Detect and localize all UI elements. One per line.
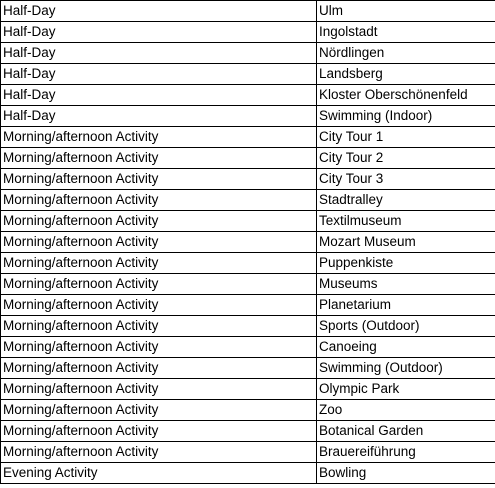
table-row [1, 190, 495, 211]
activity-place-cell[interactable]: Kloster Oberschönenfeld [317, 85, 495, 106]
activity-type-cell[interactable]: Morning/afternoon Activity [1, 148, 317, 169]
table-row [1, 295, 495, 316]
activity-type-cell[interactable]: Morning/afternoon Activity [1, 316, 317, 337]
activity-type-cell[interactable]: Morning/afternoon Activity [1, 379, 317, 400]
activity-place-cell[interactable]: Botanical Garden [317, 421, 495, 442]
table-row [1, 421, 495, 442]
activity-type-cell[interactable]: Morning/afternoon Activity [1, 421, 317, 442]
table-row [1, 316, 495, 337]
activity-place-cell[interactable]: Ingolstadt [317, 22, 495, 43]
activity-type-cell[interactable]: Morning/afternoon Activity [1, 190, 317, 211]
activity-place-cell[interactable]: Nördlingen [317, 43, 495, 64]
table-row [1, 232, 495, 253]
table-row [1, 1, 495, 22]
activity-place-cell[interactable]: Bowling [317, 463, 495, 484]
activity-place-cell[interactable]: Planetarium [317, 295, 495, 316]
activity-type-cell[interactable]: Morning/afternoon Activity [1, 295, 317, 316]
activity-place-cell[interactable]: Ulm [317, 1, 495, 22]
activity-type-cell[interactable]: Morning/afternoon Activity [1, 442, 317, 463]
table-row [1, 106, 495, 127]
activity-type-cell[interactable]: Morning/afternoon Activity [1, 211, 317, 232]
activity-type-cell[interactable]: Half-Day [1, 43, 317, 64]
activity-place-cell[interactable]: Swimming (Indoor) [317, 106, 495, 127]
activity-type-cell[interactable]: Half-Day [1, 1, 317, 22]
activity-place-cell[interactable]: City Tour 2 [317, 148, 495, 169]
activity-type-cell[interactable]: Morning/afternoon Activity [1, 232, 317, 253]
table-row [1, 64, 495, 85]
activity-place-cell[interactable]: Landsberg [317, 64, 495, 85]
activity-place-cell[interactable]: Sports (Outdoor) [317, 316, 495, 337]
activity-place-cell[interactable]: City Tour 3 [317, 169, 495, 190]
activity-type-cell[interactable]: Half-Day [1, 106, 317, 127]
table-row [1, 169, 495, 190]
activity-place-cell[interactable]: Canoeing [317, 337, 495, 358]
table-row [1, 85, 495, 106]
table-row [1, 43, 495, 64]
activity-place-cell[interactable]: Mozart Museum [317, 232, 495, 253]
activity-type-cell[interactable]: Morning/afternoon Activity [1, 274, 317, 295]
activity-type-cell[interactable]: Half-Day [1, 85, 317, 106]
activity-place-cell[interactable]: Brauereiführung [317, 442, 495, 463]
activity-type-cell[interactable]: Morning/afternoon Activity [1, 358, 317, 379]
activity-type-cell[interactable]: Half-Day [1, 64, 317, 85]
activity-type-cell[interactable]: Morning/afternoon Activity [1, 400, 317, 421]
activity-type-cell[interactable]: Morning/afternoon Activity [1, 127, 317, 148]
table-row [1, 22, 495, 43]
table-row [1, 463, 495, 484]
activity-type-cell[interactable]: Half-Day [1, 22, 317, 43]
activity-place-cell[interactable]: Zoo [317, 400, 495, 421]
activity-place-cell[interactable]: Museums [317, 274, 495, 295]
activity-type-cell[interactable]: Evening Activity [1, 463, 317, 484]
table-row [1, 379, 495, 400]
table-body [1, 1, 495, 484]
table-row [1, 148, 495, 169]
table-row [1, 211, 495, 232]
table-row [1, 274, 495, 295]
activity-place-cell[interactable]: Olympic Park [317, 379, 495, 400]
activity-type-cell[interactable]: Morning/afternoon Activity [1, 253, 317, 274]
table-row [1, 400, 495, 421]
activity-place-cell[interactable]: City Tour 1 [317, 127, 495, 148]
table-row [1, 253, 495, 274]
activity-place-cell[interactable]: Stadtralley [317, 190, 495, 211]
table-row [1, 127, 495, 148]
table-row [1, 442, 495, 463]
activity-place-cell[interactable]: Puppenkiste [317, 253, 495, 274]
activity-place-cell[interactable]: Swimming (Outdoor) [317, 358, 495, 379]
activity-place-cell[interactable]: Textilmuseum [317, 211, 495, 232]
activity-type-cell[interactable]: Morning/afternoon Activity [1, 169, 317, 190]
activity-type-cell[interactable]: Morning/afternoon Activity [1, 337, 317, 358]
table-row [1, 337, 495, 358]
table-row [1, 358, 495, 379]
